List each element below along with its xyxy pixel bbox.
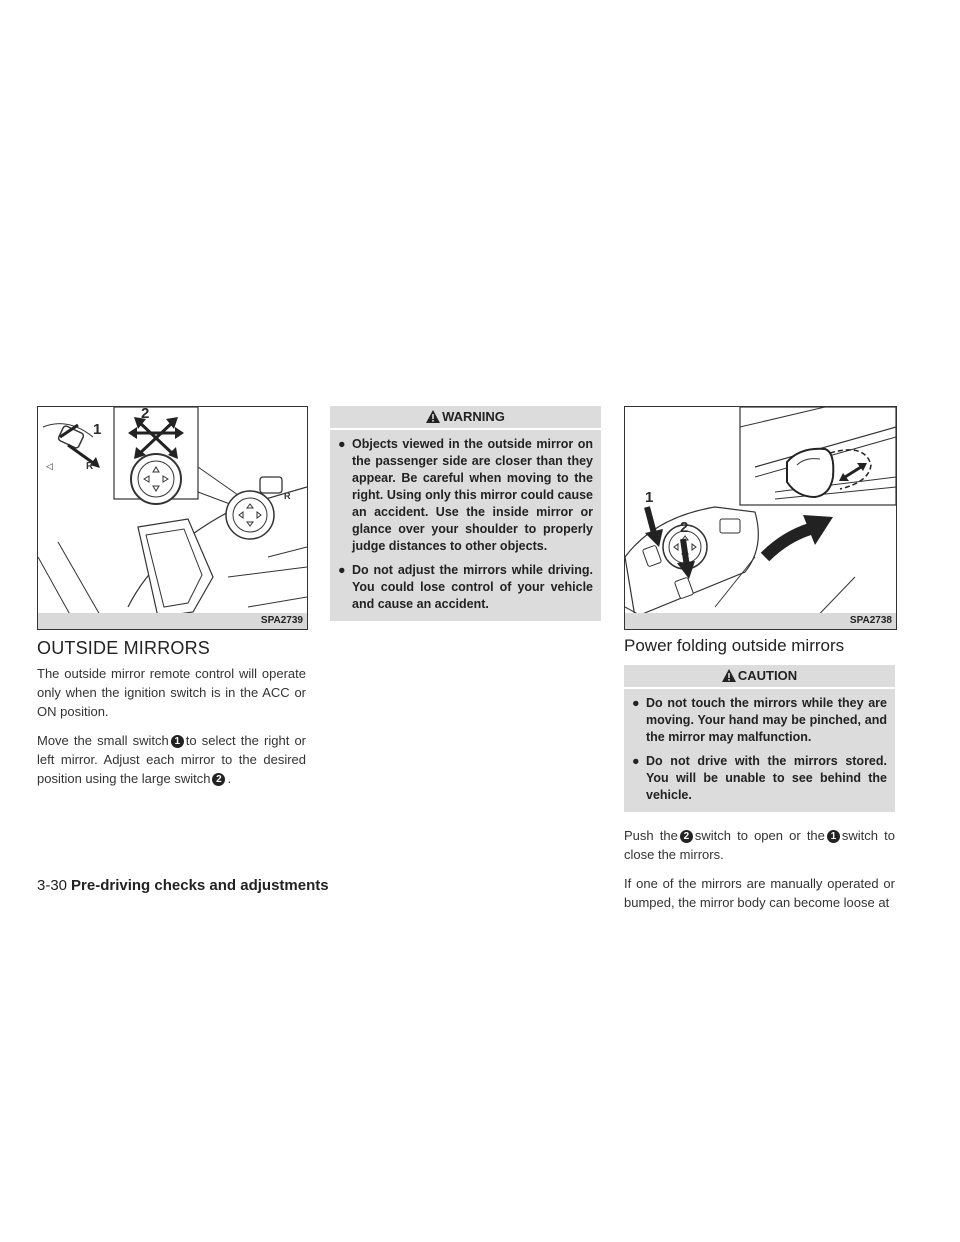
bullet: ● xyxy=(632,696,640,710)
text: . xyxy=(227,771,232,786)
figure-mirror-control-switch xyxy=(37,406,308,630)
chapter-title: Pre-driving checks and adjustments xyxy=(71,877,329,894)
text: Push the xyxy=(624,828,678,843)
svg-text:R: R xyxy=(284,491,291,501)
callout-number: 1 xyxy=(171,735,184,748)
list-item xyxy=(338,436,593,555)
text: switch to open or the xyxy=(694,828,825,843)
mirror-switch-illustration xyxy=(38,407,307,629)
bullet: ● xyxy=(338,563,346,577)
text: to select the right or left mirror. Adjust each mirror to the desired position using the large switch xyxy=(37,733,307,786)
callout-number: 2 xyxy=(212,773,225,786)
callout-2-label: 2 xyxy=(680,519,689,536)
figure-power-folding-switch xyxy=(624,406,897,630)
section-title-outside-mirrors: OUTSIDE MIRRORS xyxy=(37,638,211,658)
page-footer xyxy=(37,877,329,894)
text: Move the small switch xyxy=(37,733,169,748)
caution-box xyxy=(624,665,895,812)
section-title-power-folding: Power folding outside mirrors xyxy=(624,636,845,655)
caution-heading-text: CAUTION xyxy=(737,668,798,683)
callout-number: 1 xyxy=(827,830,840,843)
paragraph xyxy=(624,826,895,864)
svg-text:R: R xyxy=(86,461,94,472)
figure-caption: SPA2739 xyxy=(38,613,307,629)
list-item xyxy=(632,695,887,746)
bullet: ● xyxy=(338,437,346,451)
callout-2-label: 2 xyxy=(141,406,150,422)
warning-text: Objects viewed in the outside mirror on the passenger side are closer than they appear. Be careful when moving to the right. Using only this mirror could cause an accident. Use the inside mirror or glance over your shoulder to properly judge distances to other objects. xyxy=(352,437,593,553)
folding-switch-illustration xyxy=(625,407,896,629)
caution-triangle-icon xyxy=(722,669,736,682)
svg-text:◁: ◁ xyxy=(46,461,53,471)
caution-text: Do not drive with the mirrors stored. You will be unable to see behind the vehicle. xyxy=(646,754,887,802)
callout-1-label: 1 xyxy=(645,489,654,506)
warning-triangle-icon xyxy=(426,410,440,423)
paragraph xyxy=(37,731,306,788)
page-number: 3-30 xyxy=(37,877,68,894)
figure-caption: SPA2738 xyxy=(625,613,896,629)
callout-number: 2 xyxy=(680,830,693,843)
text: switch to close the mirrors. xyxy=(624,828,895,862)
paragraph: If one of the mirrors are manually operated or bumped, the mirror body can become loose at xyxy=(624,876,895,910)
warning-box xyxy=(330,406,601,621)
caution-list xyxy=(624,689,895,812)
warning-heading-text: WARNING xyxy=(442,409,505,424)
warning-heading xyxy=(330,406,601,430)
bullet: ● xyxy=(632,754,640,768)
list-item xyxy=(632,753,887,804)
callout-1-label: 1 xyxy=(93,421,102,438)
list-item xyxy=(338,562,593,613)
outside-mirrors-body xyxy=(37,664,306,798)
power-folding-body xyxy=(624,826,895,922)
caution-text: Do not touch the mirrors while they are moving. Your hand may be pinched, and the mirror may malfunction. xyxy=(646,696,887,744)
caution-heading xyxy=(624,665,895,689)
warning-list xyxy=(330,430,601,621)
paragraph: The outside mirror remote control will operate only when the ignition switch is in the ACC or ON position. xyxy=(37,666,306,719)
warning-text: Do not adjust the mirrors while driving. You could lose control of your vehicle and cause an accident. xyxy=(352,563,593,611)
